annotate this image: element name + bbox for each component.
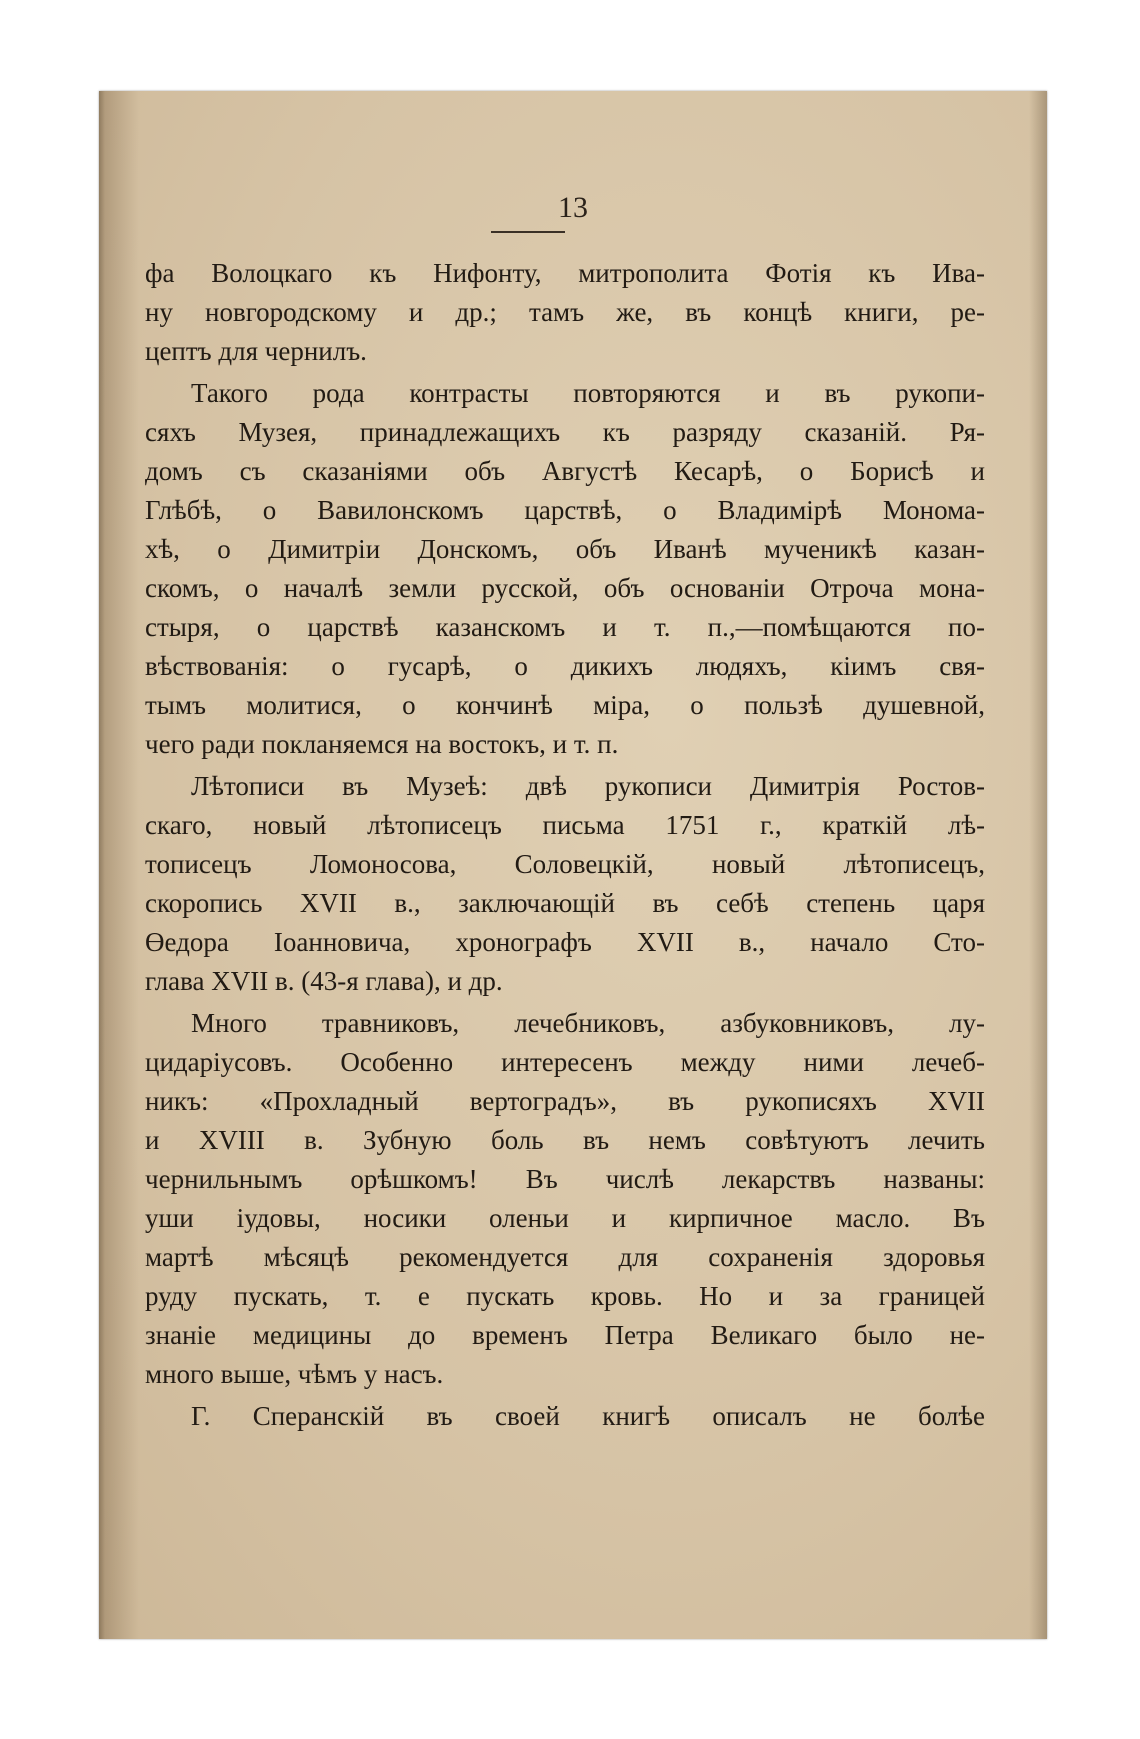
- text-line: ну новгородскому и др.; тамъ же, въ концѣ книги, ре-: [145, 297, 985, 327]
- text-line: Много травниковъ, лечебниковъ, азбуковниковъ, лу-: [191, 1008, 985, 1038]
- text-line: Такого рода контрасты повторяются и въ рукопи-: [191, 378, 985, 408]
- text-line: чернильнымъ орѣшкомъ! Въ числѣ лекарствъ названы:: [145, 1164, 985, 1194]
- text-line: Г. Сперанскій въ своей книгѣ описалъ не болѣе: [191, 1401, 985, 1431]
- page-number-rule: [491, 231, 565, 233]
- text-line: стыря, о царствѣ казанскомъ и т. п.,—помѣщаются по-: [145, 612, 985, 642]
- text-line: Глѣбѣ, о Вавилонскомъ царствѣ, о Владимірѣ Монома-: [145, 495, 985, 525]
- text-line: тописецъ Ломоносова, Соловецкій, новый лѣтописецъ,: [145, 849, 985, 879]
- text-line: цептъ для чернилъ.: [145, 336, 367, 366]
- text-line: сяхъ Музея, принадлежащихъ къ разряду сказаній. Ря-: [145, 417, 985, 447]
- text-line: Лѣтописи въ Музеѣ: двѣ рукописи Димитрія Ростов-: [191, 771, 985, 801]
- text-line: скомъ, о началѣ земли русской, объ основаніи Отроча мона-: [145, 573, 985, 603]
- text-line: глава XVII в. (43-я глава), и др.: [145, 966, 503, 996]
- text-line: цидаріусовъ. Особенно интересенъ между ними лечеб-: [145, 1047, 985, 1077]
- text-line: руду пускать, т. е пускать кровь. Но и за границей: [145, 1281, 985, 1311]
- text-line: мартѣ мѣсяцѣ рекомендуется для сохраненія здоровья: [145, 1242, 985, 1272]
- text-line: фа Волоцкаго къ Нифонту, митрополита Фотія къ Ива-: [145, 258, 985, 288]
- text-line: и XVIII в. Зубную боль въ немъ совѣтуютъ лечить: [145, 1125, 985, 1155]
- text-line: хѣ, о Димитріи Донскомъ, объ Иванѣ мученикѣ казан-: [145, 534, 985, 564]
- text-line: скоропись XVII в., заключающій въ себѣ степень царя: [145, 888, 985, 918]
- book-page: [99, 91, 1047, 1639]
- text-line: Өедора Іоанновича, хронографъ XVII в., начало Сто-: [145, 927, 985, 957]
- body-text: [145, 254, 985, 1436]
- text-line: никъ: «Прохладный вертоградъ», въ рукописяхъ XVII: [145, 1086, 985, 1116]
- text-line: скаго, новый лѣтописецъ письма 1751 г., краткій лѣ-: [145, 810, 985, 840]
- text-line: вѣствованія: о гусарѣ, о дикихъ людяхъ, кіимъ свя-: [145, 651, 985, 681]
- text-line: домъ съ сказаніями объ Августѣ Кесарѣ, о Борисѣ и: [145, 456, 985, 486]
- text-line: уши іудовы, носики оленьи и кирпичное масло. Въ: [145, 1203, 985, 1233]
- text-line: много выше, чѣмъ у насъ.: [145, 1359, 444, 1389]
- text-line: чего ради покланяемся на востокъ, и т. п.: [145, 729, 619, 759]
- text-line: тымъ молитися, о кончинѣ міра, о пользѣ душевной,: [145, 690, 985, 720]
- page-number: 13: [558, 191, 588, 224]
- text-line: знаніе медицины до временъ Петра Великаго было не-: [145, 1320, 985, 1350]
